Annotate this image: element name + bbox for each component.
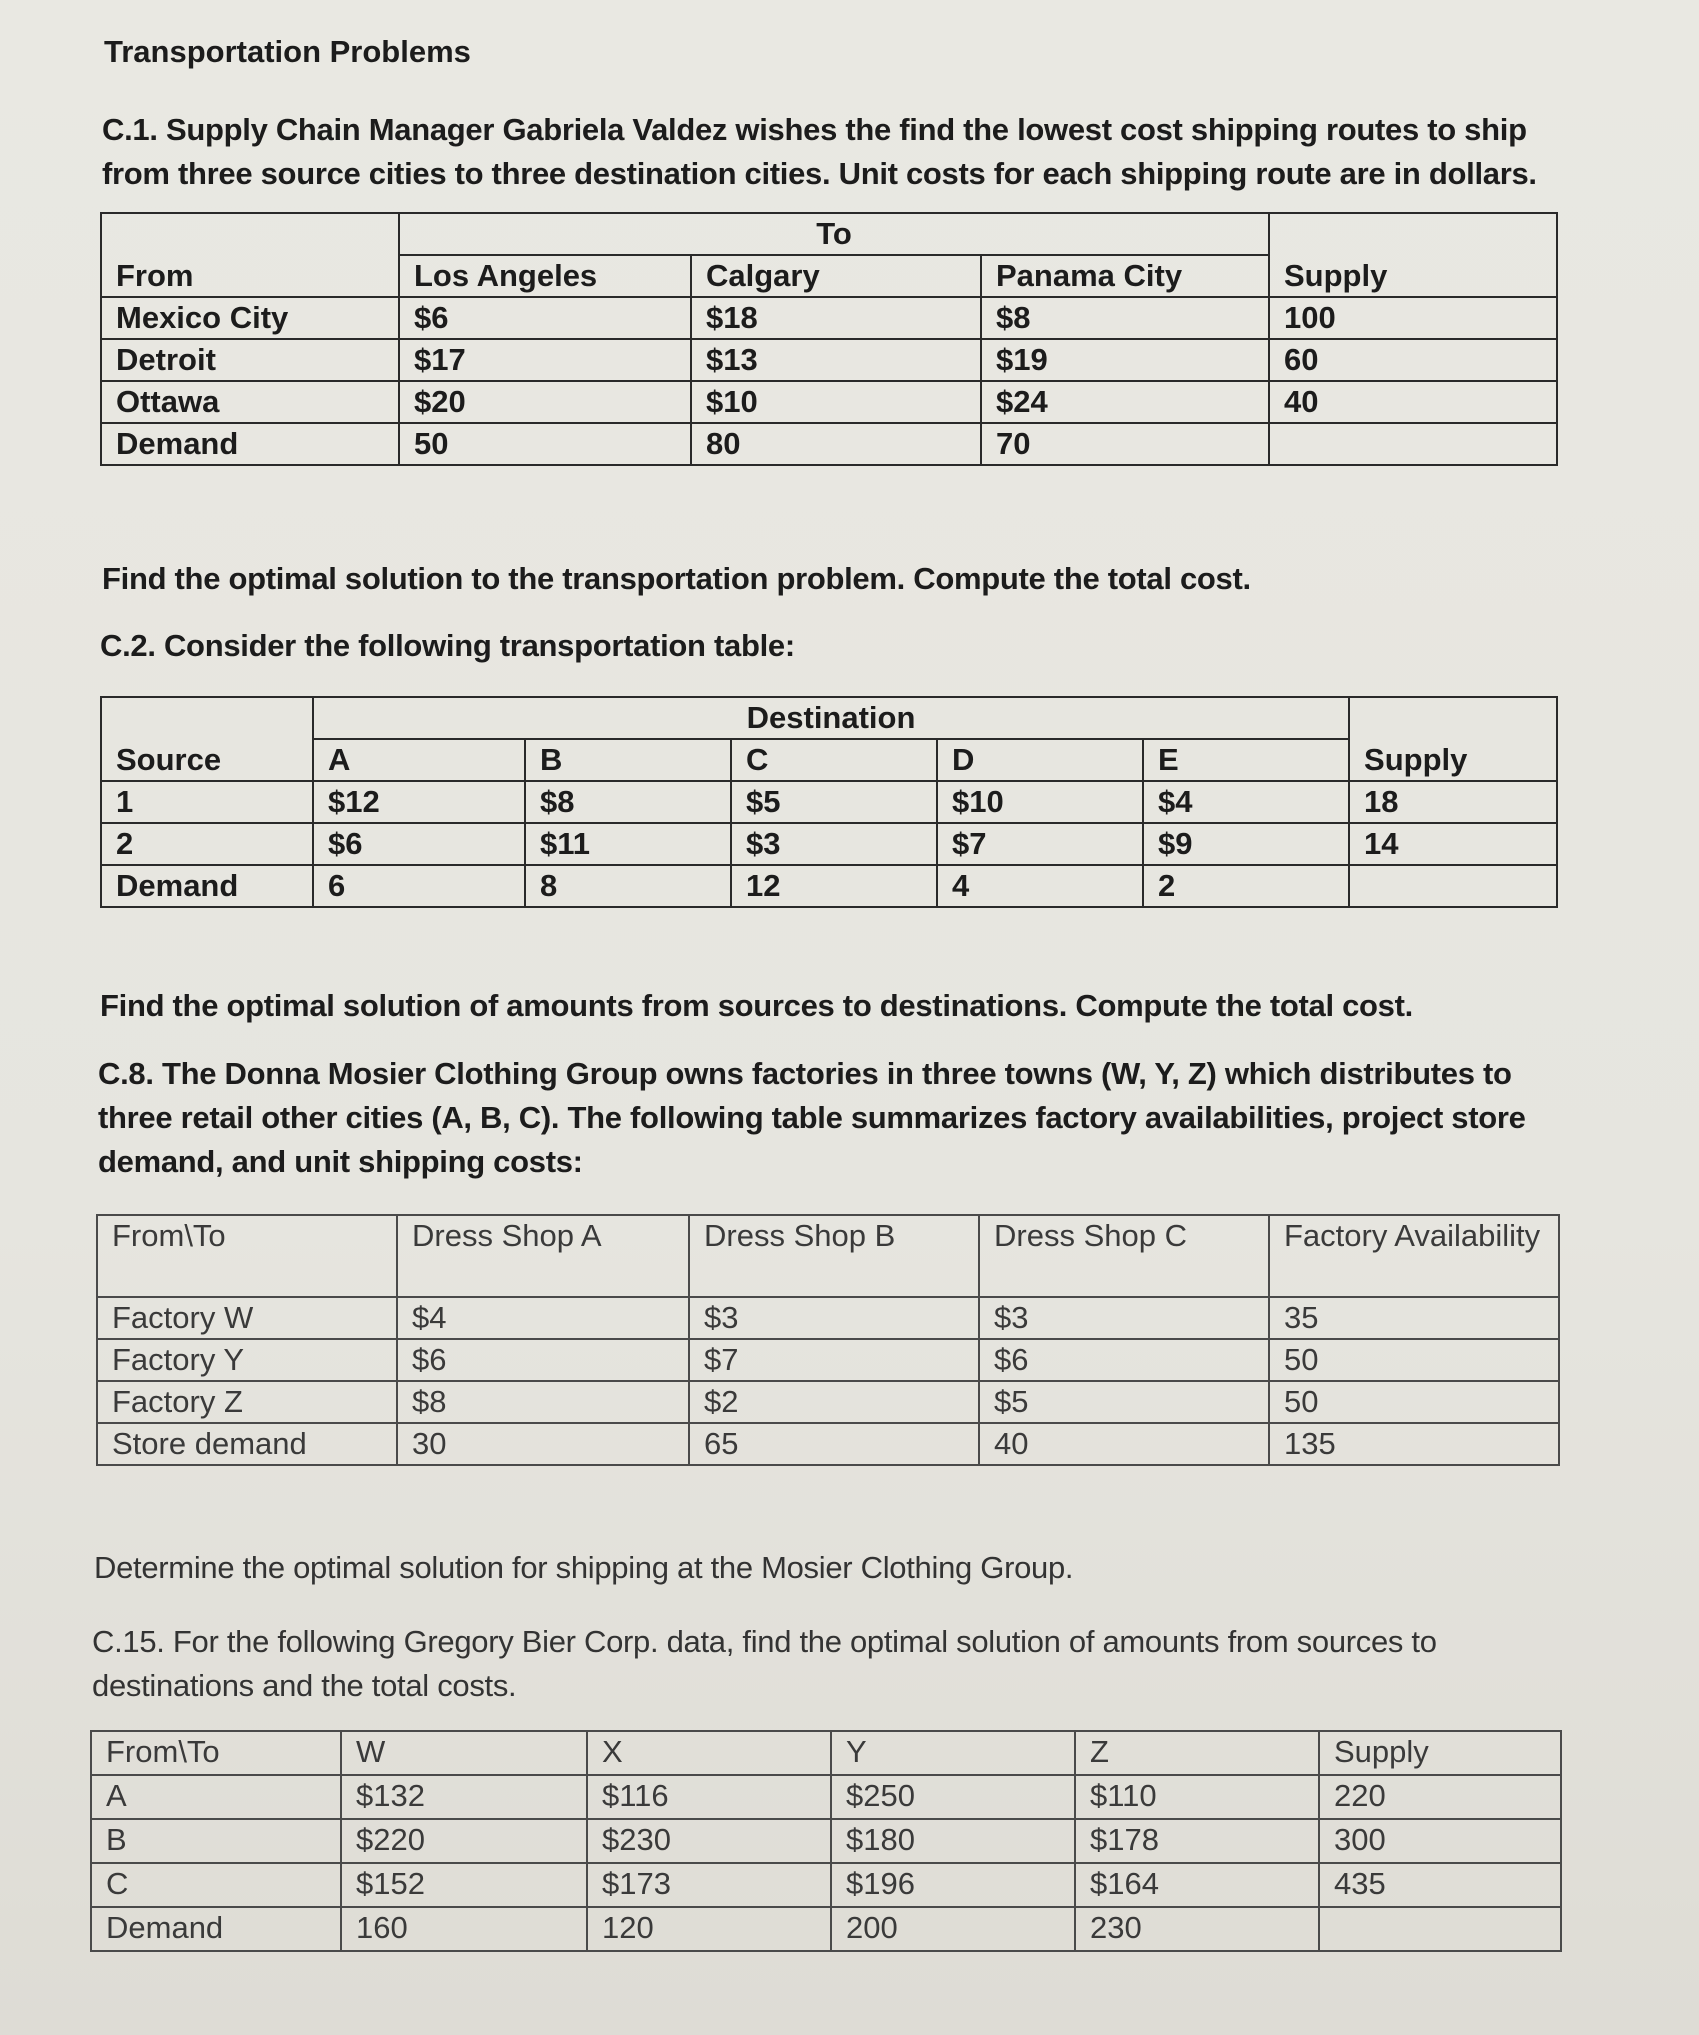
column-header: B bbox=[525, 739, 731, 781]
column-header: X bbox=[587, 1731, 831, 1775]
column-header: Panama City bbox=[981, 255, 1269, 297]
table-cell: $6 bbox=[399, 297, 691, 339]
problem-c2-intro: C.2. Consider the following transportation table: bbox=[100, 628, 795, 663]
table-cell: Store demand bbox=[97, 1423, 397, 1465]
table-cell: 8 bbox=[525, 865, 731, 907]
table-row bbox=[97, 1423, 1559, 1465]
column-header: W bbox=[341, 1731, 587, 1775]
table-cell: $11 bbox=[525, 823, 731, 865]
table-cell: 35 bbox=[1269, 1297, 1559, 1339]
table-cell bbox=[1349, 865, 1557, 907]
table-cell: $4 bbox=[1143, 781, 1349, 823]
table-cell: 50 bbox=[399, 423, 691, 465]
column-header: D bbox=[937, 739, 1143, 781]
table-cell: 14 bbox=[1349, 823, 1557, 865]
table-cell: 2 bbox=[101, 823, 313, 865]
table-cell: $10 bbox=[937, 781, 1143, 823]
table-cell: 70 bbox=[981, 423, 1269, 465]
table-row bbox=[101, 865, 1557, 907]
table-cell: 50 bbox=[1269, 1339, 1559, 1381]
table-cell: $7 bbox=[937, 823, 1143, 865]
table-cell: A bbox=[91, 1775, 341, 1819]
table-cell: $220 bbox=[341, 1819, 587, 1863]
column-header: From\To bbox=[91, 1731, 341, 1775]
page-title: Transportation Problems bbox=[104, 34, 471, 69]
table-cell: $12 bbox=[313, 781, 525, 823]
table-cell: 18 bbox=[1349, 781, 1557, 823]
table-row bbox=[101, 297, 1557, 339]
problem-c2-question: Find the optimal solution of amounts from sources to destinations. Compute the total cost. bbox=[100, 988, 1413, 1023]
table-row bbox=[91, 1819, 1561, 1863]
table-cell: $10 bbox=[691, 381, 981, 423]
table-cell: $2 bbox=[689, 1381, 979, 1423]
table-cell: 120 bbox=[587, 1907, 831, 1951]
c2-cost-table bbox=[100, 696, 1558, 908]
table-cell: $196 bbox=[831, 1863, 1075, 1907]
table-cell: 160 bbox=[341, 1907, 587, 1951]
table-cell: Detroit bbox=[101, 339, 399, 381]
column-header: Z bbox=[1075, 1731, 1319, 1775]
table-cell: 2 bbox=[1143, 865, 1349, 907]
table-cell: 6 bbox=[313, 865, 525, 907]
table-cell: $173 bbox=[587, 1863, 831, 1907]
table-cell: 30 bbox=[397, 1423, 689, 1465]
table-cell: 12 bbox=[731, 865, 937, 907]
table-cell: $110 bbox=[1075, 1775, 1319, 1819]
table-row bbox=[101, 823, 1557, 865]
table-row bbox=[101, 381, 1557, 423]
table-cell bbox=[101, 213, 399, 255]
column-header: Source bbox=[101, 739, 313, 781]
table-cell: $8 bbox=[981, 297, 1269, 339]
table-cell: $180 bbox=[831, 1819, 1075, 1863]
table-cell: $6 bbox=[979, 1339, 1269, 1381]
c8-cost-table bbox=[96, 1214, 1560, 1466]
table-cell: Factory Y bbox=[97, 1339, 397, 1381]
table-cell: $6 bbox=[313, 823, 525, 865]
group-header: To bbox=[399, 213, 1269, 255]
table-row bbox=[91, 1775, 1561, 1819]
table-cell: $4 bbox=[397, 1297, 689, 1339]
column-header: From bbox=[101, 255, 399, 297]
table-cell: 435 bbox=[1319, 1863, 1561, 1907]
table-cell: $132 bbox=[341, 1775, 587, 1819]
table-cell: C bbox=[91, 1863, 341, 1907]
table-row bbox=[101, 781, 1557, 823]
table-cell: Demand bbox=[101, 423, 399, 465]
table-cell: Demand bbox=[101, 865, 313, 907]
column-header: Dress Shop A bbox=[397, 1215, 689, 1297]
table-cell: $8 bbox=[525, 781, 731, 823]
table-row bbox=[101, 423, 1557, 465]
table-cell: $18 bbox=[691, 297, 981, 339]
table-cell: 220 bbox=[1319, 1775, 1561, 1819]
column-header: C bbox=[731, 739, 937, 781]
column-header: Supply bbox=[1319, 1731, 1561, 1775]
table-cell: 100 bbox=[1269, 297, 1557, 339]
table-cell: $19 bbox=[981, 339, 1269, 381]
table-cell bbox=[1349, 697, 1557, 739]
c1-cost-table bbox=[100, 212, 1558, 466]
table-row bbox=[97, 1297, 1559, 1339]
column-header: Supply bbox=[1349, 739, 1557, 781]
table-cell: $164 bbox=[1075, 1863, 1319, 1907]
column-header: Calgary bbox=[691, 255, 981, 297]
table-cell: $8 bbox=[397, 1381, 689, 1423]
column-header: Dress Shop B bbox=[689, 1215, 979, 1297]
table-cell: $9 bbox=[1143, 823, 1349, 865]
table-cell: Ottawa bbox=[101, 381, 399, 423]
problem-c8-intro: C.8. The Donna Mosier Clothing Group owns factories in three towns (W, Y, Z) which distributes to three retail other cities (A, B, C). The following table summarizes factory availabilities, project store demand, and unit shipping costs: bbox=[98, 1056, 1526, 1179]
table-cell: 300 bbox=[1319, 1819, 1561, 1863]
table-cell: $3 bbox=[979, 1297, 1269, 1339]
table-cell: $17 bbox=[399, 339, 691, 381]
table-cell: 60 bbox=[1269, 339, 1557, 381]
table-cell: $5 bbox=[731, 781, 937, 823]
table-cell: 50 bbox=[1269, 1381, 1559, 1423]
table-cell: $152 bbox=[341, 1863, 587, 1907]
table-cell: 230 bbox=[1075, 1907, 1319, 1951]
table-cell: 200 bbox=[831, 1907, 1075, 1951]
column-header: Supply bbox=[1269, 255, 1557, 297]
table-cell: 80 bbox=[691, 423, 981, 465]
table-cell bbox=[1269, 423, 1557, 465]
column-header: A bbox=[313, 739, 525, 781]
column-header: From\To bbox=[97, 1215, 397, 1297]
table-cell: Factory Z bbox=[97, 1381, 397, 1423]
table-row bbox=[97, 1381, 1559, 1423]
table-cell: $178 bbox=[1075, 1819, 1319, 1863]
table-cell: $3 bbox=[731, 823, 937, 865]
table-cell: $6 bbox=[397, 1339, 689, 1381]
table-cell: $3 bbox=[689, 1297, 979, 1339]
table-cell: $230 bbox=[587, 1819, 831, 1863]
table-cell: 1 bbox=[101, 781, 313, 823]
table-cell: 65 bbox=[689, 1423, 979, 1465]
table-cell: $5 bbox=[979, 1381, 1269, 1423]
column-header: Dress Shop C bbox=[979, 1215, 1269, 1297]
table-cell: $116 bbox=[587, 1775, 831, 1819]
table-cell: 40 bbox=[1269, 381, 1557, 423]
table-cell: $7 bbox=[689, 1339, 979, 1381]
problem-c1-question: Find the optimal solution to the transportation problem. Compute the total cost. bbox=[102, 561, 1251, 596]
table-cell: Demand bbox=[91, 1907, 341, 1951]
column-header: Factory Availability bbox=[1269, 1215, 1559, 1297]
table-cell: Mexico City bbox=[101, 297, 399, 339]
group-header: Destination bbox=[313, 697, 1349, 739]
problem-c15-intro: C.15. For the following Gregory Bier Corp. data, find the optimal solution of amounts from sources to destinations and the total costs. bbox=[92, 1624, 1437, 1703]
table-cell: $24 bbox=[981, 381, 1269, 423]
table-cell bbox=[1269, 213, 1557, 255]
table-cell: $13 bbox=[691, 339, 981, 381]
column-header: Los Angeles bbox=[399, 255, 691, 297]
table-cell: 40 bbox=[979, 1423, 1269, 1465]
table-row bbox=[91, 1863, 1561, 1907]
table-cell bbox=[101, 697, 313, 739]
problem-c1-intro: C.1. Supply Chain Manager Gabriela Valdez wishes the find the lowest cost shipping routes to ship from three source cities to three destination cities. Unit costs for each shipping route are in dollars. bbox=[102, 112, 1537, 191]
table-cell: 4 bbox=[937, 865, 1143, 907]
table-cell: Factory W bbox=[97, 1297, 397, 1339]
table-cell bbox=[1319, 1907, 1561, 1951]
column-header: E bbox=[1143, 739, 1349, 781]
table-cell: B bbox=[91, 1819, 341, 1863]
table-cell: $250 bbox=[831, 1775, 1075, 1819]
table-row bbox=[97, 1339, 1559, 1381]
table-cell: 135 bbox=[1269, 1423, 1559, 1465]
column-header: Y bbox=[831, 1731, 1075, 1775]
c15-cost-table bbox=[90, 1730, 1562, 1952]
table-row bbox=[91, 1907, 1561, 1951]
table-row bbox=[101, 339, 1557, 381]
problem-c8-question: Determine the optimal solution for shipping at the Mosier Clothing Group. bbox=[94, 1550, 1074, 1585]
table-cell: $20 bbox=[399, 381, 691, 423]
